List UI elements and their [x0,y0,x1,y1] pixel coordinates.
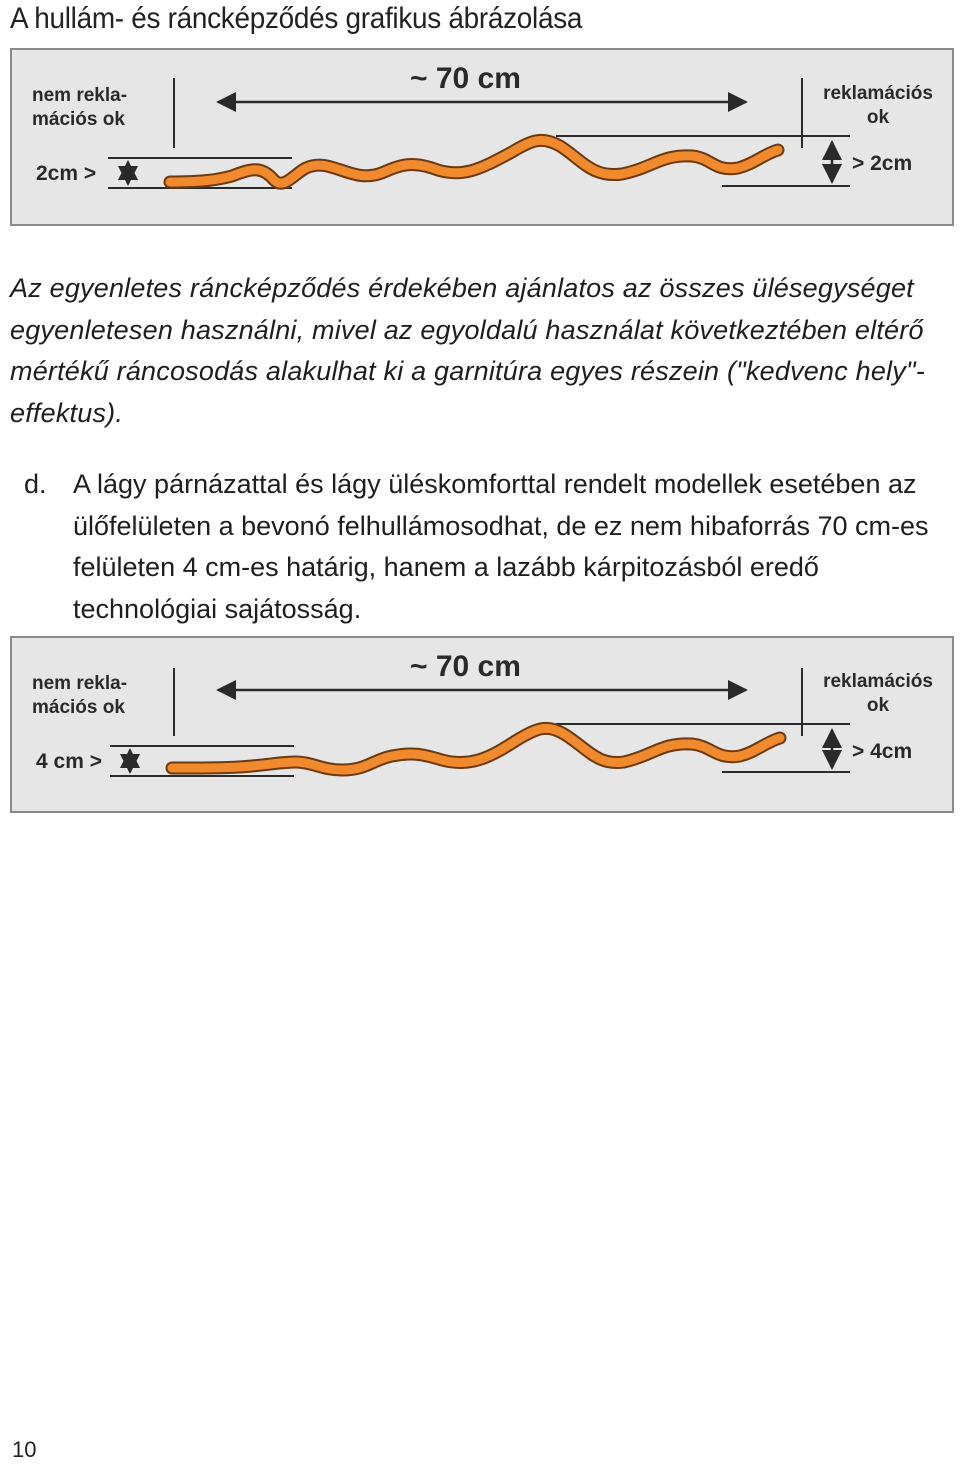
upper-threshold-label: > 4cm [852,740,913,763]
distance-label: ~ 70 cm [410,62,521,95]
list-marker: d. [24,469,47,499]
lower-threshold-label: 4 cm > [36,750,102,773]
wrinkle-diagram-4cm [10,636,954,813]
not-reclaimable-label: nem rekla- mációs ok [32,85,128,130]
wrinkle-diagram-2cm [10,48,954,226]
distance-label: ~ 70 cm [410,650,521,683]
not-reclaimable-label: nem rekla- mációs ok [32,673,128,718]
lower-threshold-label: 2cm > [36,162,97,185]
page-heading: A hullám- és ráncképződés grafikus ábrázolása [10,2,583,35]
list-item-text: A lágy párnázattal és lágy üléskomforttal rendelt modellek esetében az ülőfelületen a bevonó felhullámosodhat, de ez nem hibaforrás 70 cm-es felületen 4 cm-es határig, hanem a lazább kárpitozásból eredő technológiai sajátosság. [73,469,929,624]
upper-threshold-label: > 2cm [852,152,913,175]
reclaimable-label: reklamációs ok [823,83,933,128]
wave-outline [170,140,778,183]
reclaimable-label: reklamációs ok [823,671,933,716]
page-number: 10 [12,1437,37,1462]
uniform-use-paragraph: Az egyenletes ráncképződés érdekében ajánlatos az összes ülésegységet egyenletesen használni, mivel az egyoldalú használat következtében eltérő mértékű ráncosodás alakulhat ki a garnitúra egyes részein ("kedvenc hely"-effektus). [10,273,925,428]
